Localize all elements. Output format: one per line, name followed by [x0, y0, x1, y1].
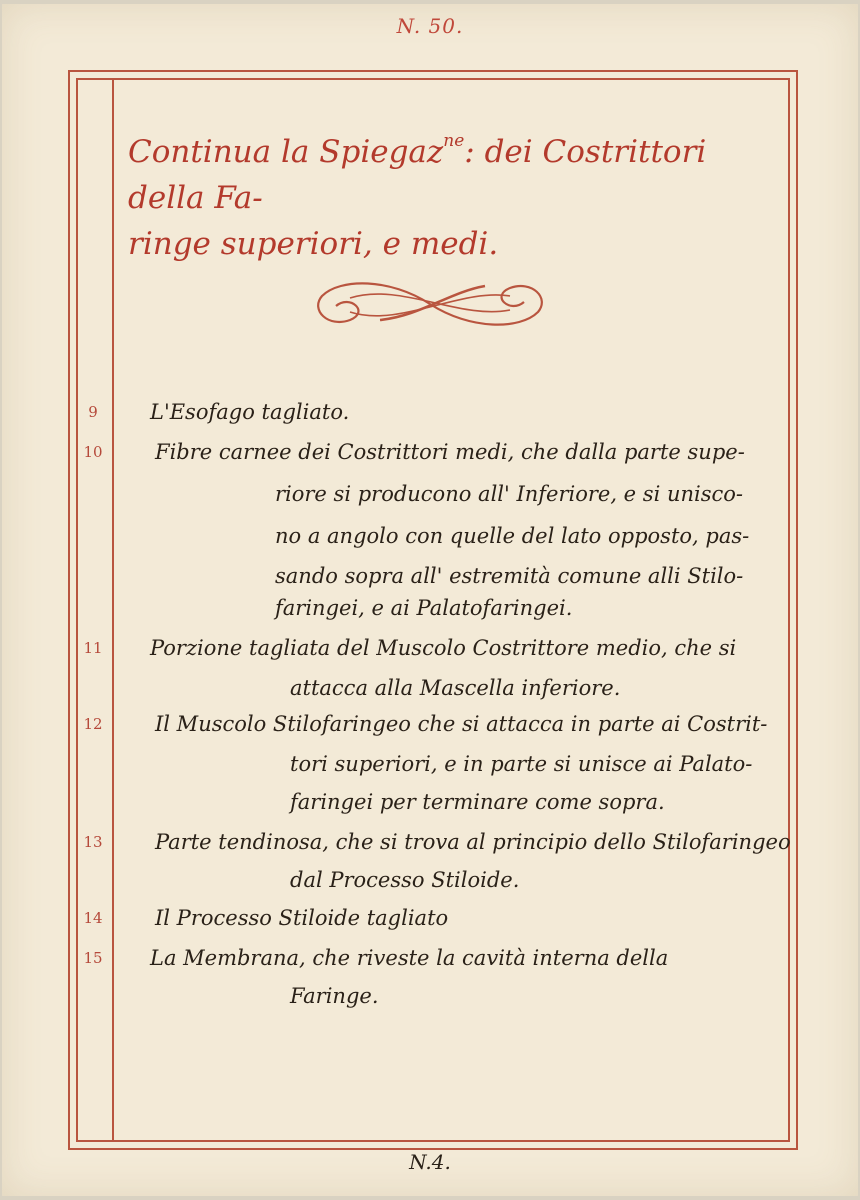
title-part2: : dei Costrittori della Fa- [128, 134, 707, 216]
entry-text: faringei, e ai Palatofaringei. [275, 596, 573, 620]
entry-text: tori superiori, e in parte si unisce ai Palato- [290, 752, 753, 776]
title-line2: ringe superiori, e medi. [128, 226, 499, 262]
entry-number: 15 [83, 949, 103, 967]
entry-text: riore si producono all' Inferiore, e si unisco- [275, 482, 743, 506]
entry-number: 14 [83, 909, 103, 927]
entry-text: Porzione tagliata del Muscolo Costrittore medio, che si [150, 636, 737, 660]
entry-text: Faringe. [290, 984, 379, 1008]
entry-text: L'Esofago tagliato. [150, 400, 350, 424]
entry-text: dal Processo Stiloide. [290, 868, 520, 892]
entry-text: Il Processo Stiloide tagliato [155, 906, 449, 930]
title-superscript: ne [443, 131, 465, 151]
page-number: N. 50. [396, 14, 464, 38]
margin-rule [112, 80, 114, 1140]
entry-text: Il Muscolo Stilofaringeo che si attacca in parte ai Costrit- [155, 712, 768, 736]
title-part1: Continua la Spiegaz [128, 134, 444, 170]
calligraphic-flourish [310, 268, 550, 338]
entry-number: 10 [83, 443, 103, 461]
entry-number: 12 [83, 715, 103, 733]
entry-number: 9 [88, 403, 98, 421]
footer-mark: N.4. [409, 1150, 451, 1174]
entry-number: 11 [83, 639, 103, 657]
entry-text: attacca alla Mascella inferiore. [290, 676, 621, 700]
entry-text: faringei per terminare come sopra. [290, 790, 665, 814]
entry-text: La Membrana, che riveste la cavità interna della [150, 946, 669, 970]
page-title [128, 118, 788, 267]
entry-number: 13 [83, 833, 103, 851]
entry-text: no a angolo con quelle del lato opposto, pas- [275, 524, 750, 548]
entry-text: sando sopra all' estremità comune alli Stilo- [275, 564, 744, 588]
entry-text: Fibre carnee dei Costrittori medi, che dalla parte supe- [155, 440, 745, 464]
entry-text: Parte tendinosa, che si trova al principio dello Stilofaringeo [155, 830, 791, 854]
